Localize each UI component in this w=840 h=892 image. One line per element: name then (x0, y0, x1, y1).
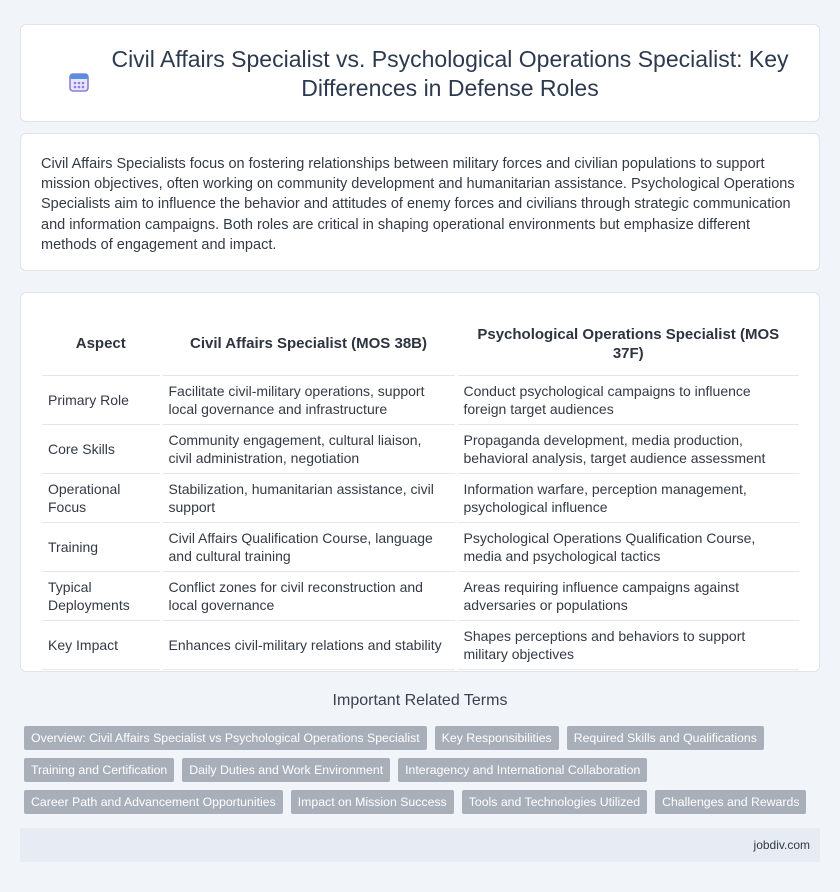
tag-required-skills[interactable]: Required Skills and Qualifications (567, 726, 764, 750)
title-card (20, 24, 820, 122)
footer (20, 828, 820, 862)
cell-aspect: Core Skills (42, 424, 161, 473)
cell-psyop: Shapes perceptions and behaviors to support military objectives (456, 620, 799, 669)
tag-interagency-collaboration[interactable]: Interagency and International Collaboration (398, 758, 647, 782)
header-civil-affairs: Civil Affairs Specialist (MOS 38B) (161, 313, 456, 375)
cell-civil: Stabilization, humanitarian assistance, civil support (161, 473, 456, 522)
intro-card (20, 133, 820, 271)
comparison-table-card (20, 292, 820, 672)
calendar-icon (68, 71, 90, 93)
table-header-row (42, 313, 799, 375)
cell-aspect: Primary Role (42, 375, 161, 424)
cell-aspect: Training (42, 522, 161, 571)
related-terms-title: Important Related Terms (332, 692, 508, 709)
cell-civil: Civil Affairs Qualification Course, language and cultural training (161, 522, 456, 571)
footer-site-link[interactable]: jobdiv.com (753, 838, 810, 852)
header-psyop: Psychological Operations Specialist (MOS 37F) (456, 313, 799, 375)
cell-psyop: Propaganda development, media production, behavioral analysis, target audience assessment (456, 424, 799, 473)
cell-civil: Facilitate civil-military operations, support local governance and infrastructure (161, 375, 456, 424)
tag-training-certification[interactable]: Training and Certification (24, 758, 174, 782)
header-aspect: Aspect (42, 313, 161, 375)
cell-psyop: Psychological Operations Qualification Course, media and psychological tactics (456, 522, 799, 571)
tag-key-responsibilities[interactable]: Key Responsibilities (435, 726, 559, 750)
cell-psyop: Conduct psychological campaigns to influence foreign target audiences (456, 375, 799, 424)
tag-overview[interactable]: Overview: Civil Affairs Specialist vs Psychological Operations Specialist (24, 726, 427, 750)
table-row (42, 522, 799, 571)
tag-row (24, 790, 824, 814)
tag-career-path[interactable]: Career Path and Advancement Opportunities (24, 790, 283, 814)
cell-aspect: Operational Focus (42, 473, 161, 522)
cell-civil: Enhances civil-military relations and stability (161, 620, 456, 669)
cell-civil: Community engagement, cultural liaison, civil administration, negotiation (161, 424, 456, 473)
cell-aspect: Key Impact (42, 620, 161, 669)
table-row (42, 375, 799, 424)
cell-psyop: Areas requiring influence campaigns against adversaries or populations (456, 571, 799, 620)
tag-challenges-rewards[interactable]: Challenges and Rewards (655, 790, 806, 814)
tag-row (24, 758, 824, 782)
cell-psyop: Information warfare, perception management, psychological influence (456, 473, 799, 522)
table-row (42, 620, 799, 669)
intro-paragraph: Civil Affairs Specialists focus on fostering relationships between military forces and civilian populations to support mission objectives, often working on community development and humanitarian assistance. Psychological Operations Specialists aim to influence the behavior and attitudes of enemy forces and civilians through strategic communication and information campaigns. Both roles are critical in shaping operational environments but emphasize different methods of engagement and impact. (41, 156, 795, 253)
related-terms-tags (24, 726, 824, 822)
tag-row (24, 726, 824, 750)
page-title: Civil Affairs Specialist vs. Psychological Operations Specialist: Key Differences in Defense Roles (111, 46, 789, 101)
tag-daily-duties[interactable]: Daily Duties and Work Environment (182, 758, 390, 782)
cell-civil: Conflict zones for civil reconstruction and local governance (161, 571, 456, 620)
table-row (42, 473, 799, 522)
tag-impact-mission[interactable]: Impact on Mission Success (291, 790, 454, 814)
tag-tools-technologies[interactable]: Tools and Technologies Utilized (462, 790, 647, 814)
table-row (42, 571, 799, 620)
table-row (42, 424, 799, 473)
cell-aspect: Typical Deployments (42, 571, 161, 620)
comparison-table (42, 313, 799, 670)
